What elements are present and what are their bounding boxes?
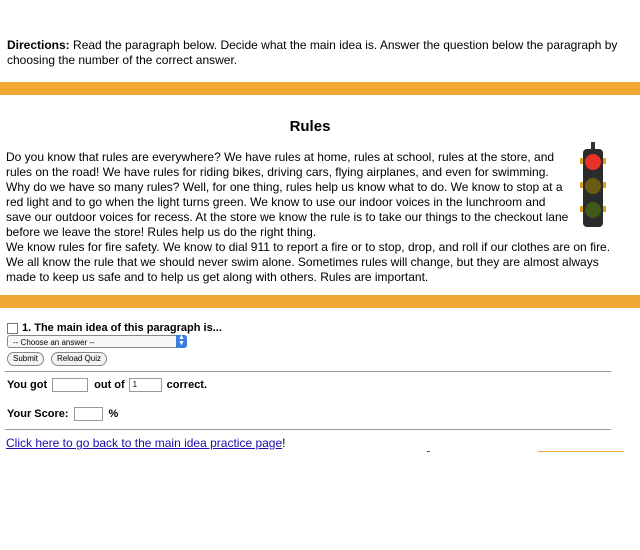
back-link-suffix: ! xyxy=(282,436,286,450)
score-field[interactable] xyxy=(74,407,103,421)
you-got-label: You got xyxy=(7,379,48,391)
out-of-label: out of xyxy=(94,379,125,391)
question-1 xyxy=(7,322,222,334)
total-count-field[interactable]: 1 xyxy=(129,378,162,392)
directions xyxy=(7,38,627,68)
page-title: Rules xyxy=(289,118,331,135)
directions-label: Directions: xyxy=(7,38,70,52)
back-to-practice-link[interactable]: Click here to go back to the main idea practice page xyxy=(6,436,283,450)
partial-accent-bar xyxy=(538,451,624,452)
select-arrows-icon: ▲ ▼ xyxy=(176,335,187,348)
correct-label: correct. xyxy=(166,379,208,391)
score-line xyxy=(7,407,118,421)
question-text: 1. The main idea of this paragraph is... xyxy=(22,322,222,334)
reading-paragraph-2: We know rules for fire safety. We know to dial 911 to report a fire or to stop, drop, and roll if our clothes are on fire. We all know the rule that we should never swim alone. Sometimes rules will change, but they are almost always made to keep us safe and to help us get along with others. Rules are important. xyxy=(6,240,611,284)
divider xyxy=(5,371,611,372)
your-score-label: Your Score: xyxy=(7,408,69,420)
back-link-row xyxy=(6,436,286,450)
answer-select[interactable] xyxy=(7,335,187,348)
traffic-light-icon xyxy=(580,142,606,233)
question-checkbox[interactable] xyxy=(7,323,18,334)
directions-text: Read the paragraph below. Decide what the main idea is. Answer the question below the paragraph by choosing the number of the correct answer. xyxy=(7,38,618,67)
answer-select-value: -- Choose an answer -- xyxy=(13,338,95,347)
partial-rule xyxy=(427,451,430,452)
bottom-accent-bar xyxy=(0,295,640,308)
result-line xyxy=(7,378,207,392)
percent-label: % xyxy=(108,408,119,420)
submit-button[interactable]: Submit xyxy=(7,352,44,366)
divider xyxy=(5,429,611,430)
correct-count-field[interactable] xyxy=(52,378,88,392)
reading-paragraph-1: Do you know that rules are everywhere? We have rules at home, rules at school, rules at the store, and rules on the road! We have rules for riding bikes, driving cars, flying airplanes, and even for swimming. Why do we have so many rules? Well, for one thing, rules help us know what to do. We know to stop at a red light and to go when the light turns green. We know to use our indoor voices in the lunchroom and save our outdoor voices for recess. At the store we know the rule is to take our things to the checkout lane before we leave the store! Rules help us do the right thing. xyxy=(6,150,569,239)
reload-quiz-button[interactable]: Reload Quiz xyxy=(51,352,107,366)
top-accent-bar xyxy=(0,82,640,95)
